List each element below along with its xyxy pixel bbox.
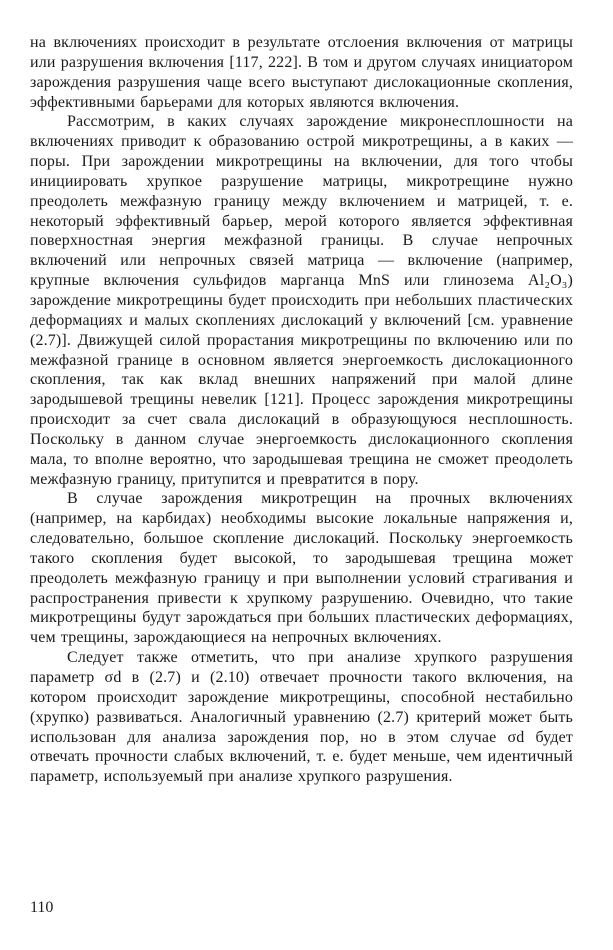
paragraph-4: Следует также отметить, что при анализе хрупкого разрушения параметр σd в (2.7) и (2.10) отвечает прочности такого включения, на котором происходит зарождение микротрещины, способной нестабильно (хрупко) развиваться. Аналогичный уравнению (2.7) критерий может быть использован для анализа зарождения пор, но в этом случае σd будет отвечать прочности слабых включений, т. е. будет меньше, чем идентичный параметр, используемый при анализе хрупкого разрушения. xyxy=(30,649,573,786)
paragraph-1: на включениях происходит в результате отслоения включения от матрицы или разрушения включения [117, 222]. В том и другом случаях инициатором зарождения разрушения чаще всего выступают дислокационные скопления, эффективными барьерами для которых являются включения. xyxy=(30,34,573,111)
paragraph-2: Рассмотрим, в каких случаях зарождение микронесплошности на включениях приводит к образованию острой микротрещины, а в каких — поры. При зарождении микротрещины на включении, для того чтобы инициировать хрупкое разрушение матрицы, микротрещине нужно преодолеть межфазную границу между включением и матрицей, т. е. некоторый эффективный барьер, мерой которого является эффективная поверхностная энергия межфазной границы. В случае непрочных включений или непрочных связей матрица — включение (например, крупные включения сульфидов марганца MnS или глинозема Al₂O₃) зарождение микротрещины будет происходить при небольших пластических деформациях и малых скоплениях дислокаций у включений [см. уравнение (2.7)]. Движущей силой прорастания микротрещины по включению или по межфазной границе в основном является энергоемкость дислокационного скопления, так как вклад внешних напряжений при малой длине зародышевой трещины невелик [121]. Процесс зарождения микротрещины происходит за счет свала дислокаций в образующуюся несплошность. Поскольку в данном случае энергоемкость дислокационного скопления мала, то вполне вероятно, что зародышевая трещина не сможет преодолеть межфазную границу, притупится и превратится в пору. xyxy=(30,113,573,488)
paragraph-3: В случае зарождения микротрещин на прочных включениях (например, на карбидах) необходимы высокие локальные напряжения и, следовательно, большое скопление дислокаций. Поскольку энергоемкость такого скопления будет высокой, то зародышевая трещина может преодолеть межфазную границу и при выполнении условий страгивания и распространения привести к хрупкому разрушению. Очевидно, что такие микротрещины будут зарождаться при бо́льших пластических деформациях, чем трещины, зарождающиеся на непрочных включениях. xyxy=(30,490,573,647)
page-number: 110 xyxy=(30,899,54,916)
body-text xyxy=(30,33,573,787)
